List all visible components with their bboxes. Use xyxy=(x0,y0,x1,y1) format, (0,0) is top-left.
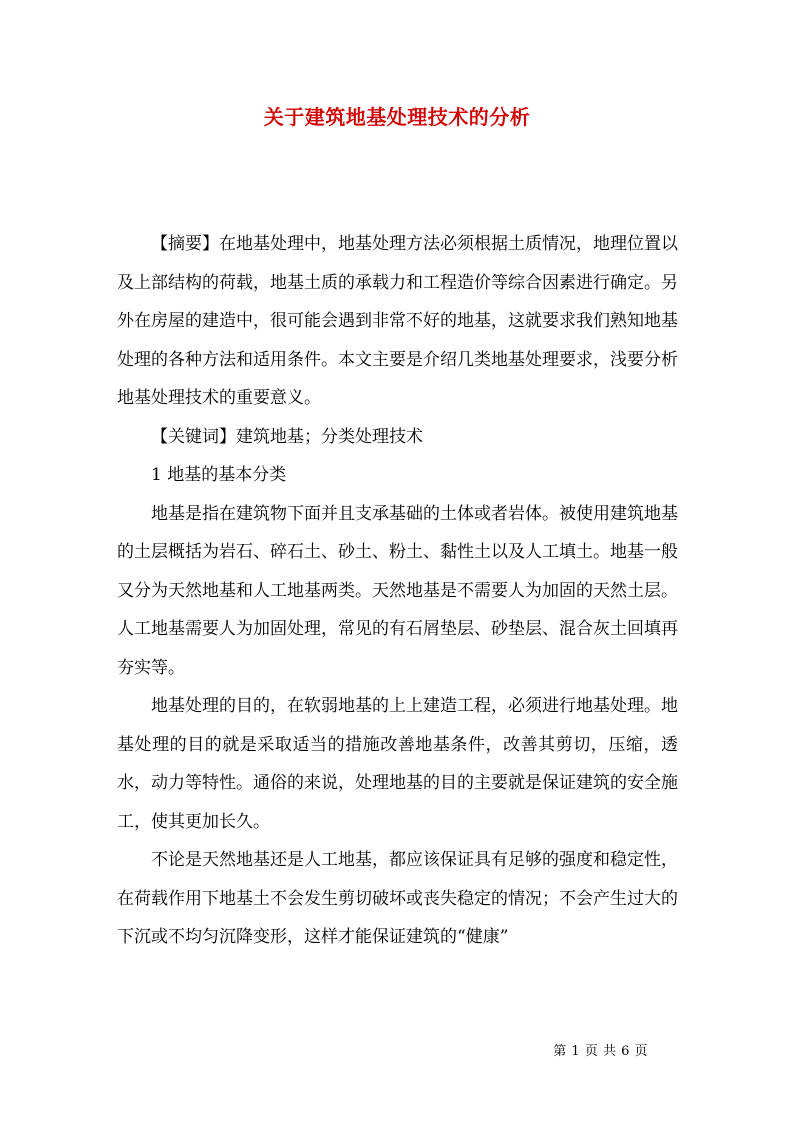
body-paragraph: 地基处理的目的，在软弱地基的上上建造工程，必须进行地基处理。地基处理的目的就是采取适当的措施改善地基条件，改善其剪切，压缩，透水，动力等特性。通俗的来说，处理地基的目的主要就是保证建筑的安全施工，使其更加长久。 xyxy=(117,696,678,832)
section-heading: 1 地基的基本分类 xyxy=(151,465,287,485)
body-paragraph: 地基是指在建筑物下面并且支承基础的土体或者岩体。被使用建筑地基的土层概括为岩石、碎石土、砂土、粉土、黏性土以及人工填土。地基一般又分为天然地基和人工地基两类。天然地基是不需要人为加固的天然土层。人工地基需要人为加固处理，常见的有石屑垫层、砂垫层、混合灰土回填再夯实等。 xyxy=(117,503,678,678)
page-number-footer: 第 1 页 共 6 页 xyxy=(553,1044,648,1059)
document-title: 关于建筑地基处理技术的分析 xyxy=(263,105,531,129)
document-body xyxy=(117,225,678,957)
abstract-paragraph: 【摘要】在地基处理中，地基处理方法必须根据土质情况，地理位置以及上部结构的荷载，地基土质的承载力和工程造价等综合因素进行确定。另外在房屋的建造中，很可能会遇到非常不好的地基，这就要求我们熟知地基处理的各种方法和适用条件。本文主要是介绍几类地基处理要求，浅要分析地基处理技术的重要意义。 xyxy=(117,234,678,408)
body-paragraph: 不论是天然地基还是人工地基，都应该保证具有足够的强度和稳定性，在荷载作用下地基土不会发生剪切破坏或丧失稳定的情况；不会产生过大的下沉或不均匀沉降变形，这样才能保证建筑的“健康” xyxy=(117,850,678,947)
keywords-paragraph: 【关键词】建筑地基；分类处理技术 xyxy=(151,426,423,447)
